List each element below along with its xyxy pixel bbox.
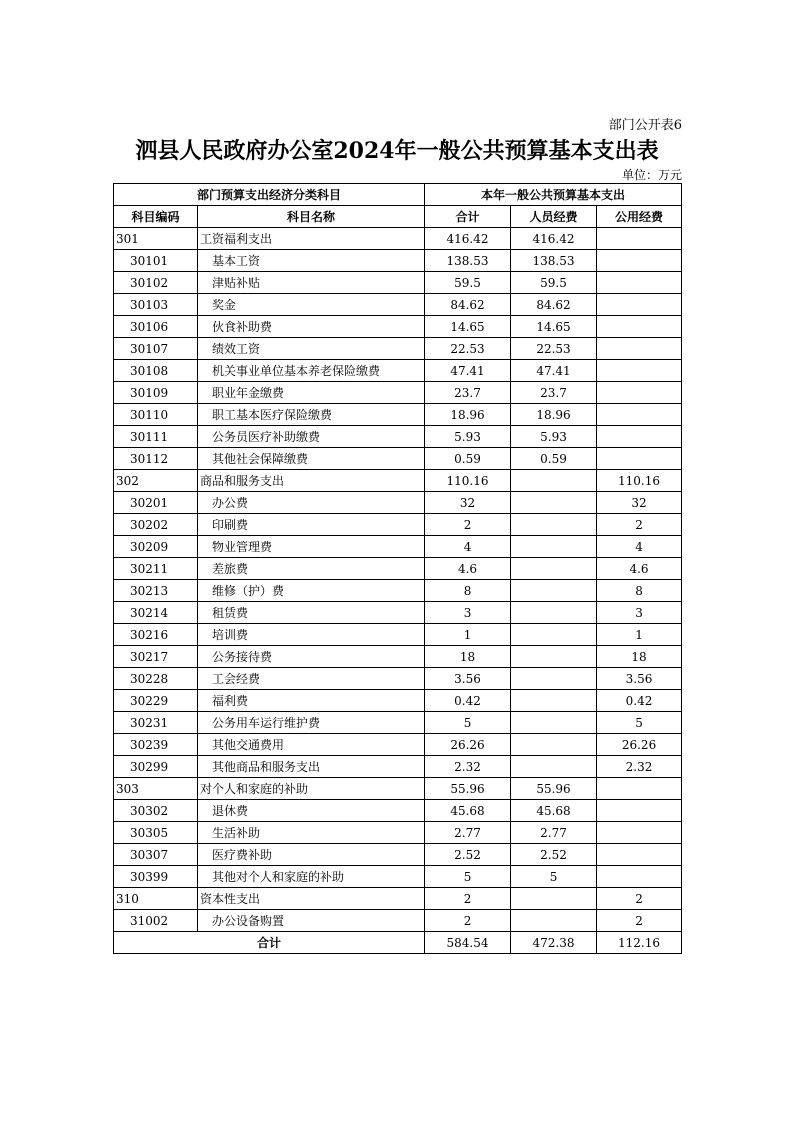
row-code: 30213 [114,580,198,602]
table-row [114,690,682,712]
row-code: 30111 [114,426,198,448]
table-row [114,426,682,448]
row-code: 30305 [114,822,198,844]
table-row [114,866,682,888]
row-name: 商品和服务支出 [198,470,425,492]
row-public: 32 [597,492,682,514]
row-personnel: 5 [511,866,597,888]
row-total: 4 [425,536,511,558]
row-public [597,272,682,294]
row-name: 津贴补贴 [198,272,425,294]
row-public [597,360,682,382]
row-personnel: 23.7 [511,382,597,404]
row-public [597,250,682,272]
row-name: 资本性支出 [198,888,425,910]
row-code: 301 [114,228,198,250]
row-code: 30214 [114,602,198,624]
row-personnel [511,712,597,734]
row-personnel: 47.41 [511,360,597,382]
row-public: 2 [597,514,682,536]
budget-table [113,183,682,954]
row-total: 45.68 [425,800,511,822]
table-row [114,668,682,690]
row-personnel: 18.96 [511,404,597,426]
row-public: 8 [597,580,682,602]
row-name: 公务接待费 [198,646,425,668]
row-name: 租赁费 [198,602,425,624]
row-name: 办公费 [198,492,425,514]
row-name: 物业管理费 [198,536,425,558]
row-public: 1 [597,624,682,646]
row-total: 23.7 [425,382,511,404]
table-row [114,272,682,294]
row-personnel [511,668,597,690]
row-total: 32 [425,492,511,514]
row-public: 2 [597,888,682,910]
row-name: 医疗费补助 [198,844,425,866]
row-personnel [511,602,597,624]
row-total: 26.26 [425,734,511,756]
row-name: 公务用车运行维护费 [198,712,425,734]
header-code: 科目编码 [114,206,198,228]
row-total: 59.5 [425,272,511,294]
row-public: 0.42 [597,690,682,712]
table-row [114,404,682,426]
row-code: 310 [114,888,198,910]
row-name: 公务员医疗补助缴费 [198,426,425,448]
row-personnel [511,470,597,492]
row-name: 职工基本医疗保险缴费 [198,404,425,426]
row-total: 2.32 [425,756,511,778]
row-total: 5 [425,866,511,888]
totals-public: 112.16 [597,932,682,954]
row-code: 30108 [114,360,198,382]
row-total: 0.42 [425,690,511,712]
row-total: 14.65 [425,316,511,338]
row-personnel [511,910,597,932]
row-public: 5 [597,712,682,734]
row-personnel: 59.5 [511,272,597,294]
header-public: 公用经费 [597,206,682,228]
row-public [597,404,682,426]
row-total: 5 [425,712,511,734]
row-personnel [511,536,597,558]
table-row [114,536,682,558]
row-personnel: 22.53 [511,338,597,360]
header-column-row [114,206,682,228]
row-public: 110.16 [597,470,682,492]
row-name: 其他交通费用 [198,734,425,756]
row-name: 生活补助 [198,822,425,844]
row-public: 2.32 [597,756,682,778]
table-row [114,646,682,668]
table-row [114,360,682,382]
row-total: 8 [425,580,511,602]
table-row [114,558,682,580]
row-total: 5.93 [425,426,511,448]
row-public [597,448,682,470]
totals-row [114,932,682,954]
table-row [114,800,682,822]
row-public [597,382,682,404]
row-name: 机关事业单位基本养老保险缴费 [198,360,425,382]
row-public [597,338,682,360]
row-personnel [511,558,597,580]
table-row [114,448,682,470]
row-total: 22.53 [425,338,511,360]
row-code: 30299 [114,756,198,778]
row-name: 职业年金缴费 [198,382,425,404]
row-total: 3 [425,602,511,624]
row-public [597,316,682,338]
header-total: 合计 [425,206,511,228]
row-personnel [511,492,597,514]
row-personnel: 0.59 [511,448,597,470]
header-group-classification: 部门预算支出经济分类科目 [114,184,425,206]
totals-label: 合计 [114,932,425,954]
row-personnel [511,690,597,712]
row-code: 30231 [114,712,198,734]
row-code: 30109 [114,382,198,404]
row-total: 0.59 [425,448,511,470]
row-public [597,228,682,250]
totals-personnel: 472.38 [511,932,597,954]
row-name: 印刷费 [198,514,425,536]
row-personnel [511,646,597,668]
table-row [114,316,682,338]
row-code: 30101 [114,250,198,272]
row-public [597,426,682,448]
table-row [114,778,682,800]
row-total: 2 [425,888,511,910]
table-row [114,294,682,316]
row-code: 30217 [114,646,198,668]
row-personnel [511,888,597,910]
row-name: 工会经费 [198,668,425,690]
row-name: 差旅费 [198,558,425,580]
row-total: 2.77 [425,822,511,844]
row-code: 303 [114,778,198,800]
header-personnel: 人员经费 [511,206,597,228]
row-code: 30106 [114,316,198,338]
row-code: 30229 [114,690,198,712]
row-code: 31002 [114,910,198,932]
row-personnel [511,734,597,756]
row-name: 伙食补助费 [198,316,425,338]
table-row [114,822,682,844]
table-row [114,338,682,360]
header-group-expenditure: 本年一般公共预算基本支出 [425,184,682,206]
row-name: 福利费 [198,690,425,712]
row-total: 2 [425,514,511,536]
table-row [114,580,682,602]
row-personnel [511,756,597,778]
row-personnel [511,580,597,602]
row-public [597,778,682,800]
row-public: 4 [597,536,682,558]
row-total: 2 [425,910,511,932]
row-public: 18 [597,646,682,668]
row-name: 其他社会保障缴费 [198,448,425,470]
row-name: 培训费 [198,624,425,646]
row-personnel: 2.52 [511,844,597,866]
row-public [597,294,682,316]
row-code: 30239 [114,734,198,756]
row-public [597,800,682,822]
row-name: 基本工资 [198,250,425,272]
header-group-row [114,184,682,206]
table-row [114,624,682,646]
row-public [597,844,682,866]
row-total: 2.52 [425,844,511,866]
row-public [597,866,682,888]
row-name: 绩效工资 [198,338,425,360]
row-personnel: 2.77 [511,822,597,844]
row-code: 30102 [114,272,198,294]
row-code: 30399 [114,866,198,888]
row-code: 30228 [114,668,198,690]
row-code: 30201 [114,492,198,514]
row-personnel: 55.96 [511,778,597,800]
row-personnel [511,624,597,646]
row-total: 47.41 [425,360,511,382]
row-total: 416.42 [425,228,511,250]
row-personnel: 45.68 [511,800,597,822]
row-public: 2 [597,910,682,932]
table-row [114,910,682,932]
row-total: 18 [425,646,511,668]
table-row [114,844,682,866]
row-code: 30110 [114,404,198,426]
row-total: 1 [425,624,511,646]
row-public: 3.56 [597,668,682,690]
row-name: 退休费 [198,800,425,822]
table-row [114,492,682,514]
row-name: 奖金 [198,294,425,316]
row-code: 302 [114,470,198,492]
row-code: 30103 [114,294,198,316]
row-name: 办公设备购置 [198,910,425,932]
row-total: 110.16 [425,470,511,492]
row-name: 维修（护）费 [198,580,425,602]
row-name: 对个人和家庭的补助 [198,778,425,800]
row-name: 工资福利支出 [198,228,425,250]
form-number: 部门公开表6 [608,118,682,133]
row-total: 18.96 [425,404,511,426]
totals-total: 584.54 [425,932,511,954]
row-code: 30211 [114,558,198,580]
row-code: 30307 [114,844,198,866]
table-row [114,602,682,624]
row-public: 4.6 [597,558,682,580]
row-code: 30202 [114,514,198,536]
table-body [114,228,682,932]
row-total: 138.53 [425,250,511,272]
row-personnel: 14.65 [511,316,597,338]
row-total: 3.56 [425,668,511,690]
table-row [114,888,682,910]
row-code: 30209 [114,536,198,558]
row-personnel [511,514,597,536]
row-public: 3 [597,602,682,624]
row-total: 55.96 [425,778,511,800]
row-personnel: 84.62 [511,294,597,316]
row-personnel: 5.93 [511,426,597,448]
table-row [114,756,682,778]
row-code: 30107 [114,338,198,360]
row-public [597,822,682,844]
row-name: 其他对个人和家庭的补助 [198,866,425,888]
table-row [114,228,682,250]
row-total: 84.62 [425,294,511,316]
row-code: 30216 [114,624,198,646]
row-personnel: 138.53 [511,250,597,272]
row-personnel: 416.42 [511,228,597,250]
table-row [114,382,682,404]
row-public: 26.26 [597,734,682,756]
table-row [114,734,682,756]
row-name: 其他商品和服务支出 [198,756,425,778]
header-name: 科目名称 [198,206,425,228]
unit-label: 单位：万元 [621,168,682,182]
row-total: 4.6 [425,558,511,580]
row-code: 30112 [114,448,198,470]
table-row [114,470,682,492]
row-code: 30302 [114,800,198,822]
table-row [114,250,682,272]
table-row [114,514,682,536]
page-title: 泗县人民政府办公室2024年一般公共预算基本支出表 [135,138,659,164]
table-row [114,712,682,734]
